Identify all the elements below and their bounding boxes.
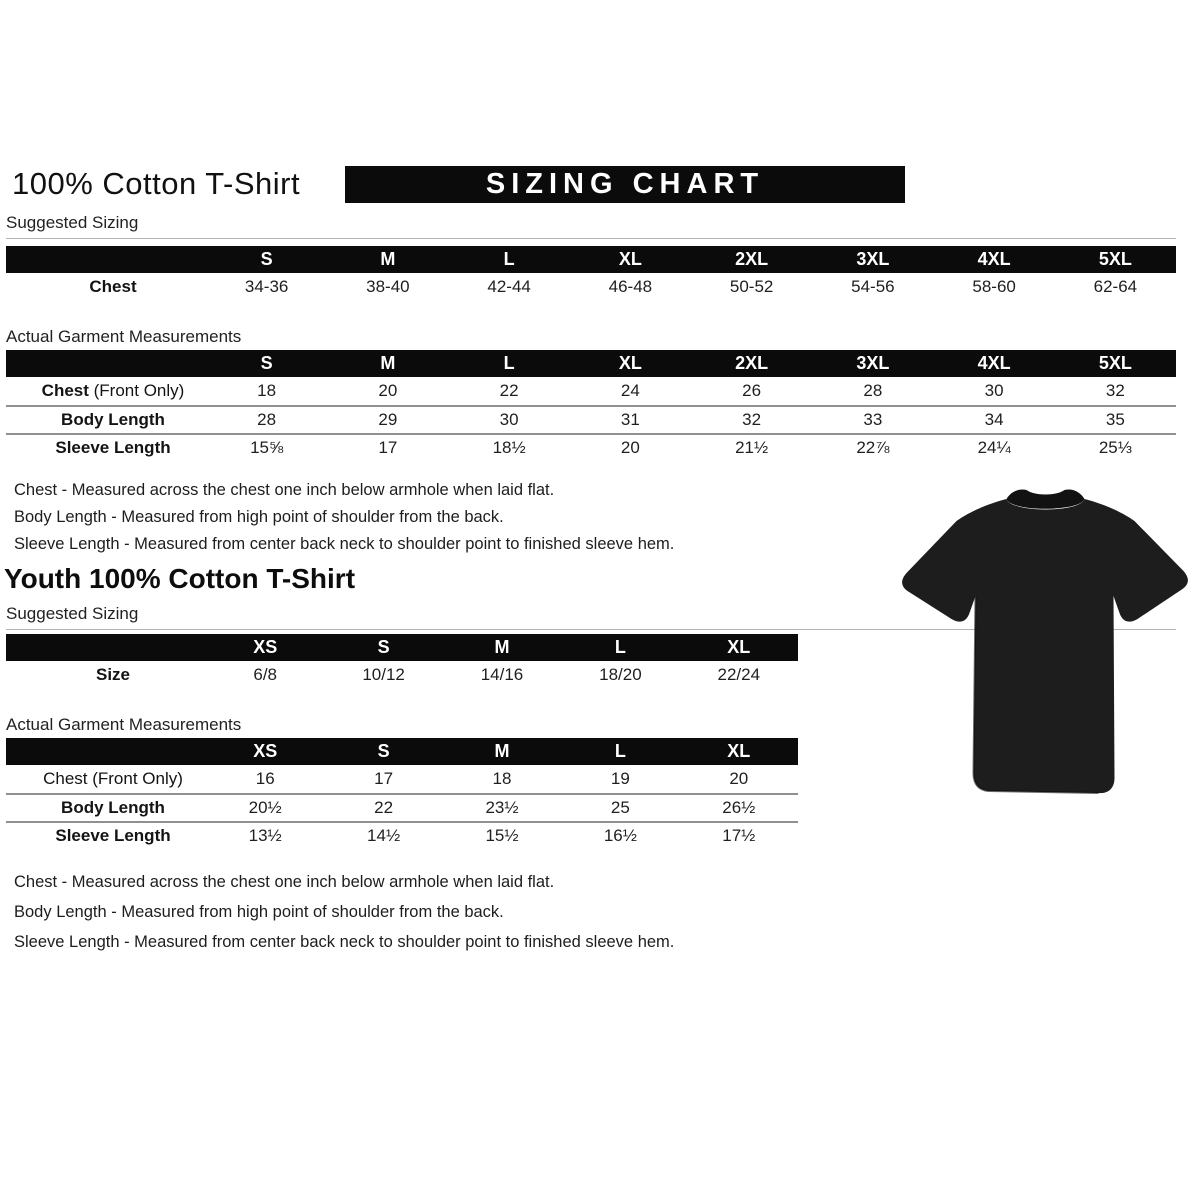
- column-header: L: [614, 741, 626, 761]
- column-header: L: [503, 249, 515, 269]
- column-header: 3XL: [856, 353, 890, 373]
- row-label: Sleeve Length: [55, 826, 171, 845]
- table-cell: 35: [1105, 410, 1125, 429]
- row-label: [6, 381, 206, 401]
- table-row: [6, 273, 1176, 301]
- table-cell: 32: [1105, 381, 1125, 400]
- table-cell: 17: [378, 438, 398, 457]
- column-header: XL: [618, 353, 642, 373]
- table-cell: 17: [374, 769, 394, 788]
- table-cell: 62-64: [1093, 277, 1138, 296]
- table-cell: 20½: [248, 798, 282, 817]
- adult-suggested-sizing-table: [6, 246, 1176, 301]
- adult-header-row: [0, 165, 1200, 207]
- column-header: 2XL: [735, 353, 769, 373]
- table-cell: 38-40: [366, 277, 410, 296]
- table-cell: 15⅝: [250, 438, 284, 457]
- column-header: 2XL: [735, 249, 769, 269]
- table-cell: 29: [378, 410, 398, 429]
- table-row: [6, 793, 798, 821]
- adult-actual-measurements-label: Actual Garment Measurements: [6, 327, 242, 346]
- note-chest: Chest - Measured across the chest one inch below armhole when laid flat.: [14, 873, 555, 891]
- column-header: XS: [253, 637, 278, 657]
- table-header-row: [6, 634, 798, 661]
- column-header: M: [380, 353, 396, 373]
- row-label-main: Chest: [41, 381, 89, 400]
- table-cell: 18½: [492, 438, 526, 457]
- table-cell: 18: [257, 381, 277, 400]
- column-header: L: [503, 353, 515, 373]
- column-header: 5XL: [1098, 249, 1132, 269]
- table-cell: 23½: [485, 798, 519, 817]
- table-cell: 14/16: [480, 665, 524, 684]
- column-header: L: [614, 637, 626, 657]
- youth-suggested-sizing-table: [6, 634, 798, 689]
- row-label: Body Length: [61, 410, 165, 429]
- column-header: S: [377, 741, 390, 761]
- table-cell: 46-48: [608, 277, 653, 296]
- table-row: [6, 661, 798, 689]
- table-cell: 13½: [248, 826, 282, 845]
- table-cell: 17½: [722, 826, 756, 845]
- note-sleeve-length: Sleeve Length - Measured from center back neck to shoulder point to finished sleeve hem.: [14, 933, 675, 951]
- column-header: XL: [618, 249, 642, 269]
- table-cell: 6/8: [253, 665, 278, 684]
- table-header-row: [6, 738, 798, 765]
- table-cell: 31: [620, 410, 640, 429]
- table-row: [6, 821, 798, 849]
- table-cell: 19: [610, 769, 630, 788]
- table-cell: 30: [984, 381, 1004, 400]
- row-label: Sleeve Length: [55, 438, 171, 457]
- youth-actual-measurements-table: [6, 738, 798, 849]
- table-cell: 24¼: [977, 438, 1011, 457]
- column-header: XL: [727, 741, 751, 761]
- table-cell: 14½: [367, 826, 401, 845]
- column-header: 4XL: [977, 353, 1011, 373]
- column-header: XS: [253, 741, 278, 761]
- table-row: [6, 405, 1176, 433]
- table-cell: 58-60: [972, 277, 1016, 296]
- table-cell: 25⅓: [1098, 438, 1132, 457]
- table-cell: 22⅞: [856, 438, 890, 457]
- table-cell: 30: [499, 410, 519, 429]
- row-label: Body Length: [61, 798, 165, 817]
- table-cell: 33: [863, 410, 883, 429]
- note-sleeve-length: Sleeve Length - Measured from center back neck to shoulder point to finished sleeve hem.: [14, 535, 675, 553]
- table-cell: 26: [742, 381, 762, 400]
- table-cell: 28: [257, 410, 277, 429]
- row-label: Chest (Front Only): [43, 769, 183, 788]
- adult-suggested-sizing-label: Suggested Sizing: [6, 213, 1176, 239]
- table-cell: 22/24: [717, 665, 761, 684]
- adult-actual-measurements-table: [6, 350, 1176, 461]
- row-label: Chest: [89, 277, 137, 296]
- column-header: M: [494, 741, 510, 761]
- row-label-suffix: (Front Only): [88, 381, 185, 400]
- note-chest: Chest - Measured across the chest one inch below armhole when laid flat.: [14, 481, 555, 499]
- column-header: 3XL: [856, 249, 890, 269]
- column-header: 4XL: [977, 249, 1011, 269]
- youth-suggested-sizing-label: Suggested Sizing: [6, 604, 1176, 630]
- note-body-length: Body Length - Measured from high point of shoulder from the back.: [14, 508, 504, 526]
- table-cell: 34-36: [244, 277, 289, 296]
- table-cell: 28: [863, 381, 883, 400]
- table-cell: 26½: [722, 798, 756, 817]
- column-header: S: [260, 353, 273, 373]
- table-cell: 18/20: [599, 665, 642, 684]
- table-cell: 25: [610, 798, 630, 817]
- table-cell: 42-44: [487, 277, 531, 296]
- table-cell: 32: [742, 410, 762, 429]
- table-cell: 20: [729, 769, 749, 788]
- youth-actual-measurements-label: Actual Garment Measurements: [6, 715, 242, 734]
- table-cell: 22: [499, 381, 519, 400]
- table-row: [6, 433, 1176, 461]
- table-cell: 18: [492, 769, 512, 788]
- table-row: [6, 765, 798, 793]
- table-cell: 54-56: [851, 277, 895, 296]
- table-cell: 20: [620, 438, 640, 457]
- table-cell: 16½: [603, 826, 637, 845]
- table-cell: 15½: [485, 826, 519, 845]
- tshirt-image: [893, 483, 1196, 808]
- table-cell: 34: [984, 410, 1004, 429]
- table-cell: 50-52: [729, 277, 774, 296]
- table-cell: 16: [255, 769, 275, 788]
- column-header: S: [260, 249, 273, 269]
- table-header-row: [6, 246, 1176, 273]
- column-header: 5XL: [1098, 353, 1132, 373]
- tshirt-icon: [893, 483, 1196, 808]
- youth-notes: [14, 867, 1200, 957]
- youth-title: Youth 100% Cotton T-Shirt: [4, 563, 356, 594]
- note-body-length: Body Length - Measured from high point of shoulder from the back.: [14, 903, 504, 921]
- row-label: Size: [95, 665, 131, 684]
- table-cell: 22: [374, 798, 394, 817]
- table-row: [6, 377, 1176, 405]
- adult-title: 100% Cotton T-Shirt: [12, 166, 301, 201]
- column-header: S: [377, 637, 390, 657]
- column-header: M: [380, 249, 396, 269]
- column-header: XL: [727, 637, 751, 657]
- column-header: M: [494, 637, 510, 657]
- table-cell: 10/12: [362, 665, 405, 684]
- table-cell: 20: [378, 381, 398, 400]
- table-cell: 21½: [735, 438, 769, 457]
- table-cell: 24: [620, 381, 640, 400]
- sizing-chart-banner: SIZING CHART: [345, 166, 905, 203]
- table-header-row: [6, 350, 1176, 377]
